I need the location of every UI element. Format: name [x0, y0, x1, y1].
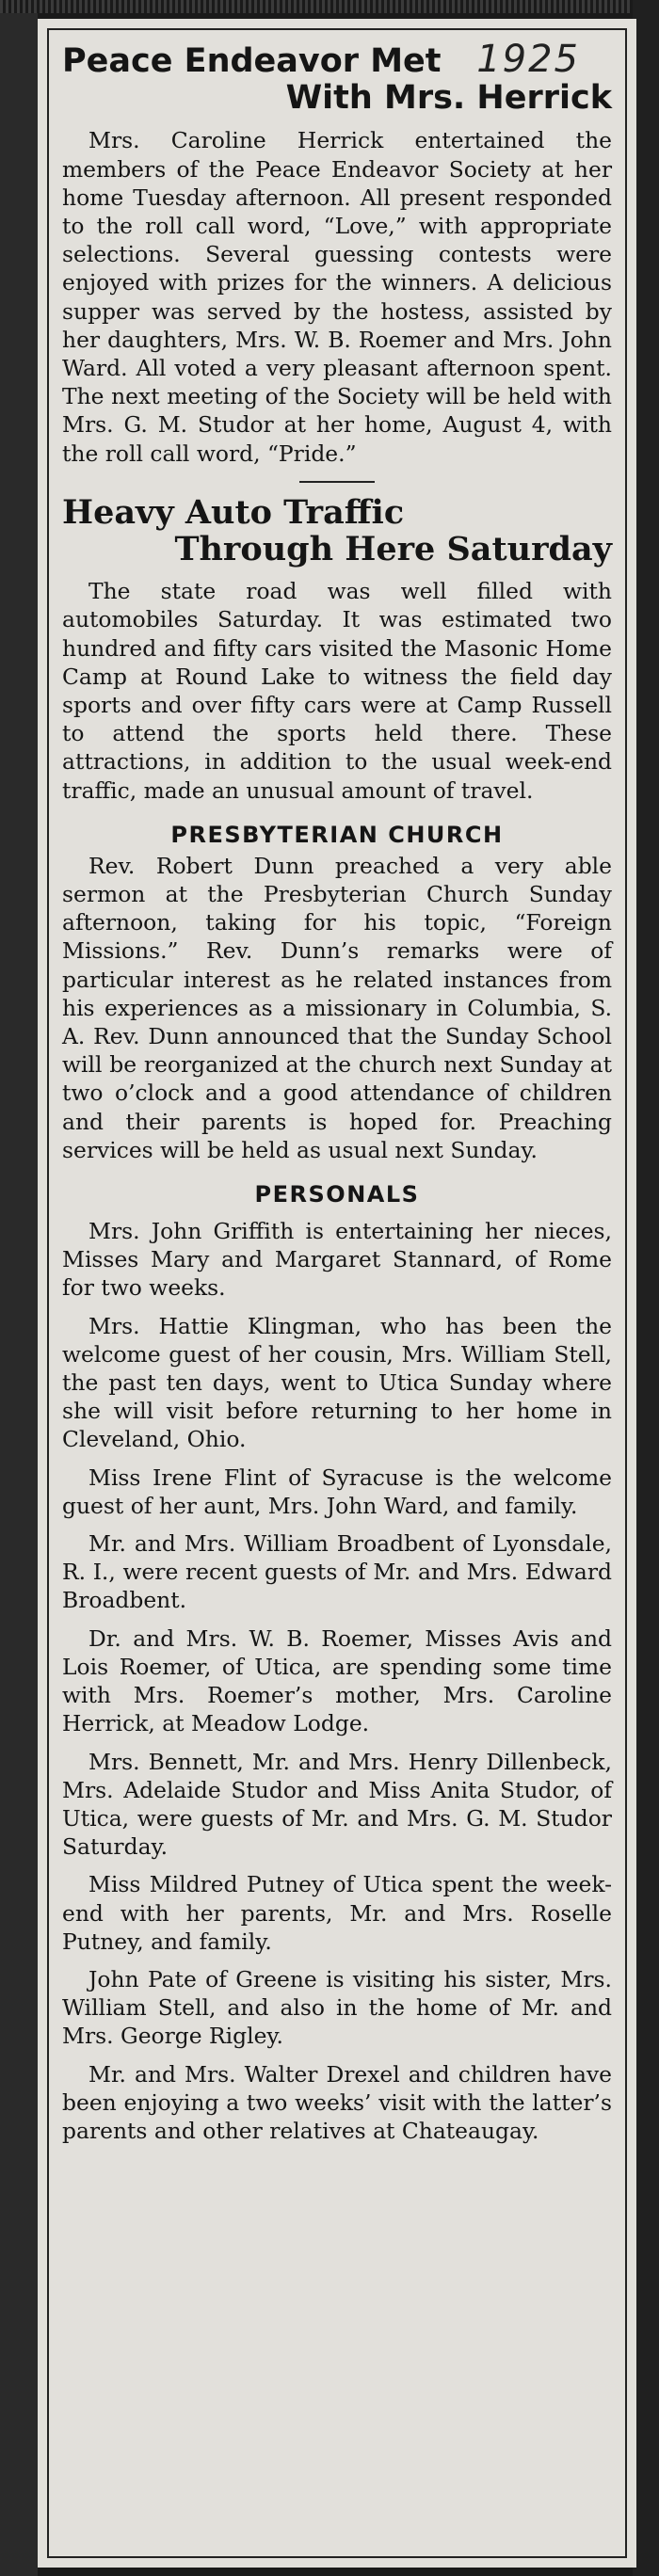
article-column [62, 43, 612, 2145]
divider [299, 481, 375, 483]
headline-line-2: With Mrs. Herrick [285, 79, 612, 118]
article-peace-endeavor [62, 43, 612, 468]
personal-item: Miss Irene Flint of Syracuse is the welcome guest of her aunt, Mrs. John Ward, and family. [62, 1464, 612, 1519]
personals-section [62, 1181, 612, 2145]
personal-item: Miss Mildred Putney of Utica spent the week-end with her parents, Mr. and Mrs. Roselle Putney, and family. [62, 1871, 612, 1955]
scan-right-edge [633, 0, 659, 2576]
section-subhead: PRESBYTERIAN CHURCH [170, 821, 504, 848]
personal-item: Mr. and Mrs. William Broadbent of Lyonsdale, R. I., were recent guests of Mr. and Mrs. Edward Broadbent. [62, 1530, 612, 1614]
clipping-border [47, 28, 627, 2558]
personal-item: Mr. and Mrs. Walter Drexel and children have been enjoying a two weeks’ visit with the latter’s parents and other relatives at Chateaugay. [62, 2060, 612, 2144]
headline-line-1: Peace Endeavor Met [62, 42, 442, 80]
headline [62, 494, 612, 568]
headline [62, 43, 612, 117]
article-presbyterian-church [62, 822, 612, 1164]
scan-top-strip [0, 0, 659, 13]
article-body: Mrs. Caroline Herrick entertained the members of the Peace Endeavor Society at her home Tuesday afternoon. All present responded to the roll call word, “Love,” with appropriate selections. Several guessing contests were enjoyed with prizes for the winners. A delicious supper was served by the hostess, assisted by her daughters, Mrs. W. B. Roemer and Mrs. John Ward. All voted a very pleasant afternoon spent. The next meeting of the Society will be held with Mrs. G. M. Studor at her home, August 4, with the roll call word, “Pride.” [62, 127, 612, 467]
personal-item: Mrs. Bennett, Mr. and Mrs. Henry Dillenbeck, Mrs. Adelaide Studor and Miss Anita Studor, of Utica, were guests of Mr. and Mrs. G. M. Studor Saturday. [62, 1748, 612, 1861]
headline-line-2: Through Here Saturday [174, 530, 612, 568]
personal-item: Dr. and Mrs. W. B. Roemer, Misses Avis and Lois Roemer, of Utica, are spending some time with Mrs. Roemer’s mother, Mrs. Caroline Herrick, at Meadow Lodge. [62, 1624, 612, 1737]
section-subhead: PERSONALS [254, 1181, 420, 1208]
article-body: Rev. Robert Dunn preached a very able sermon at the Presbyterian Church Sunday afternoon, taking for his topic, “Foreign Missions.” Rev. Dunn’s remarks were of particular interest as he related instances from his experiences as a missionary in Columbia, S. A. Rev. Dunn announced that the Sunday School will be reorganized at the church next Sunday at two o’clock and a good attendance of children and their parents is hoped for. Preaching services will be held as usual next Sunday. [62, 852, 612, 1163]
headline-line-1: Heavy Auto Traffic [62, 492, 405, 532]
personal-item: Mrs. John Griffith is entertaining her nieces, Misses Mary and Margaret Stannard, of Rome for two weeks. [62, 1218, 612, 1302]
newspaper-clipping [38, 19, 636, 2568]
personal-item: John Pate of Greene is visiting his sister, Mrs. William Stell, and also in the home of Mr. and Mrs. George Rigley. [62, 1965, 612, 2050]
scan-left-edge [0, 0, 38, 2576]
personals-list [62, 1217, 612, 2145]
article-body: The state road was well filled with automobiles Saturday. It was estimated two hundred and fifty cars visited the Masonic Home Camp at Round Lake to witness the field day sports and over fifty cars were at Camp Russell to attend the sports held there. These attractions, in addition to the usual week-end traffic, made an unusual amount of travel. [62, 578, 612, 804]
article-auto-traffic [62, 494, 612, 805]
personal-item: Mrs. Hattie Klingman, who has been the welcome guest of her cousin, Mrs. William Stell, the past ten days, went to Utica Sunday where she will visit before returning to her home in Cleveland, Ohio. [62, 1312, 612, 1453]
handwritten-year: 1925 [476, 38, 580, 81]
